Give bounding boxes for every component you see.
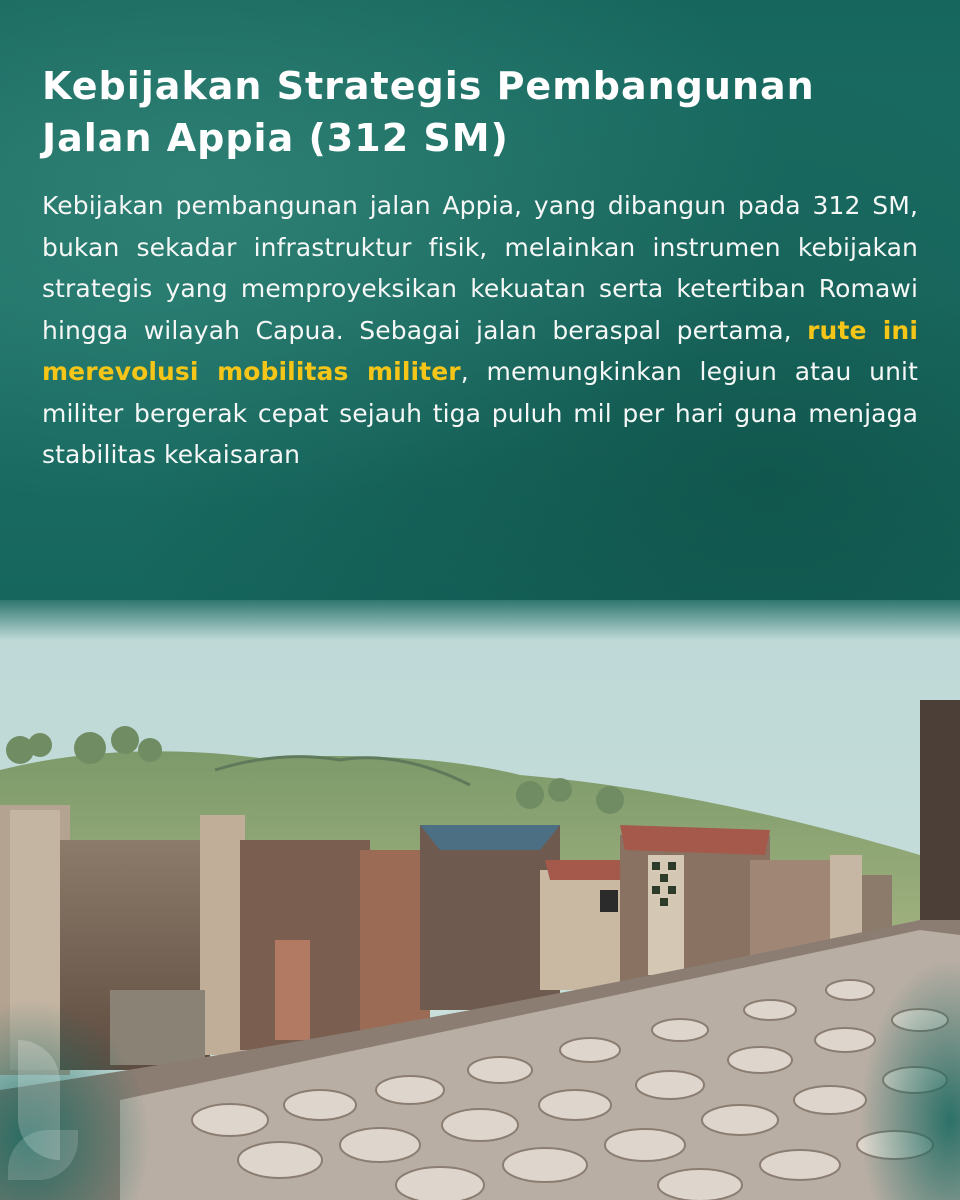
body-text-after: , memungkinkan legiun atau unit militer bergerak cepat sejauh tiga puluh mil per hari guna menjaga stabilitas kekaisaran [42,357,918,469]
body-text-before: Kebijakan pembangunan jalan Appia, yang dibangun pada 312 SM, bukan sekadar infrastruktur fisik, melainkan instrumen kebijakan strategis yang memproyeksikan kekuatan serta ketertiban Romawi hingga wilayah Capua. Sebagai jalan beraspal pertama, [42,191,918,345]
title-line-1: Kebijakan Strategis Pembangunan [42,64,815,108]
roman-road-ruins-illustration [0,600,960,1200]
slide-title [42,60,922,164]
body-paragraph [42,185,918,476]
title-line-2: Jalan Appia (312 SM) [42,116,509,160]
body-highlight: rute ini merevolusi mobilitas militer [42,315,918,386]
